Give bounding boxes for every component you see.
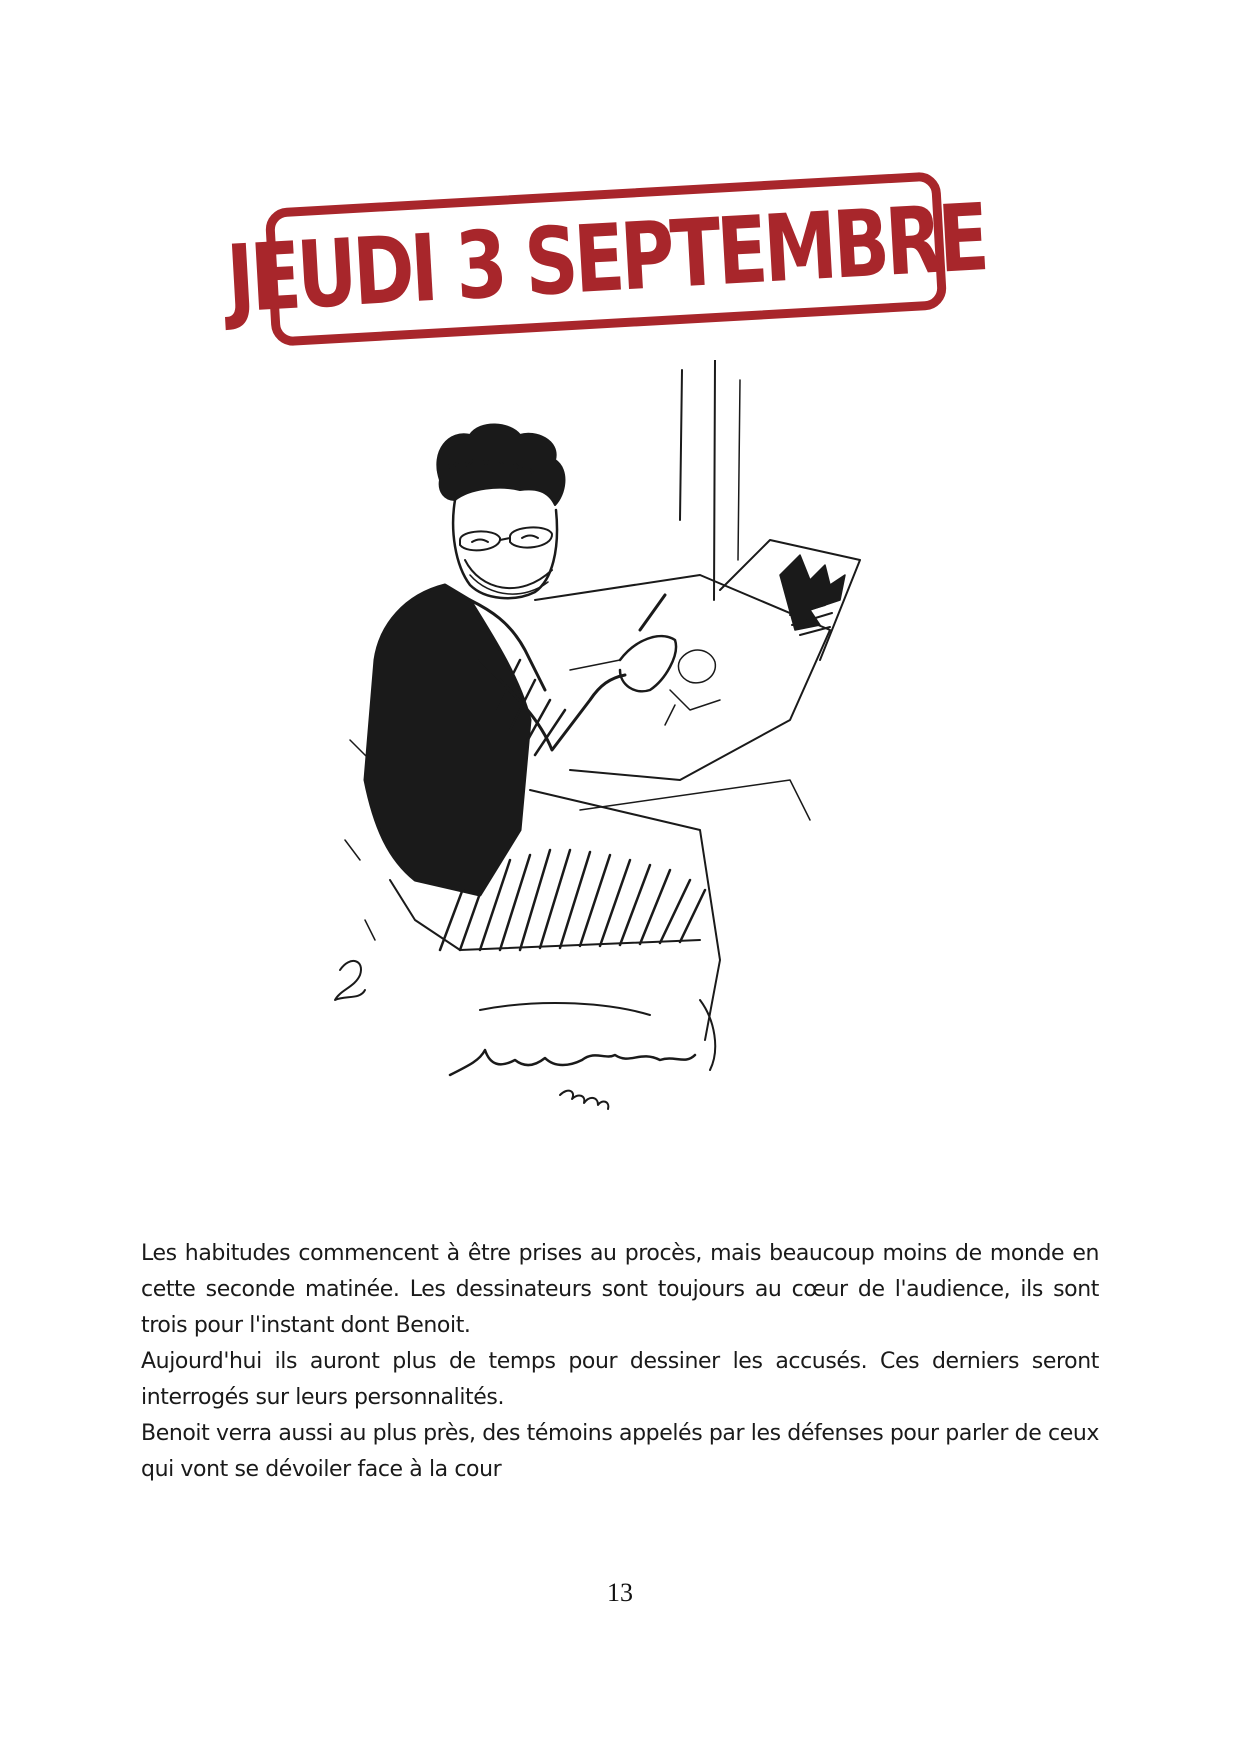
body-text — [141, 1236, 1099, 1488]
paragraph-2: Aujourd'hui ils auront plus de temps pour dessiner les accusés. Ces derniers seront interrogés sur leurs personnalités. — [141, 1349, 1099, 1410]
date-stamp-text: JEUDI 3 SEPTEMBRE — [224, 184, 988, 334]
date-stamp — [224, 171, 988, 347]
courtroom-sketch-illustration — [320, 360, 920, 1150]
paragraph-1: Les habitudes commencent à être prises au procès, mais beaucoup moins de monde en cette seconde matinée. Les dessinateurs sont toujours au cœur de l'audience, ils sont trois pour l'instant dont Benoit. — [141, 1241, 1099, 1338]
page-number: 13 — [607, 1578, 633, 1607]
sketch-signature: Benoit Peyrucq — [320, 360, 328, 361]
paragraph-3: Benoit verra aussi au plus près, des témoins appelés par les défenses pour parler de ceux qui vont se dévoiler face à la cour — [141, 1421, 1099, 1482]
